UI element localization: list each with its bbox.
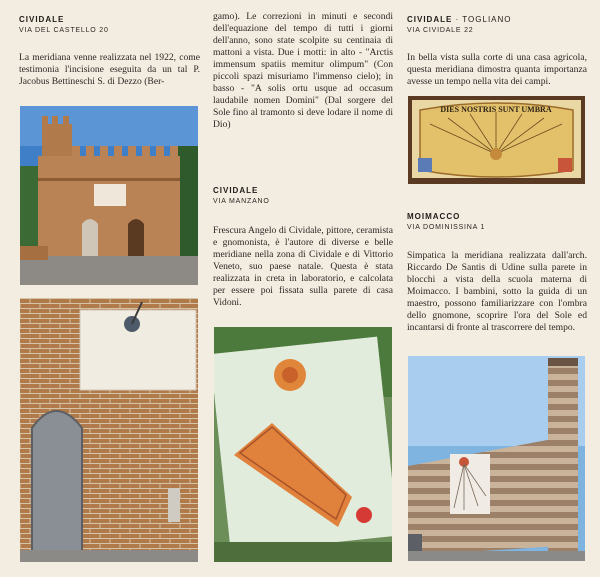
location-title: CIVIDALE — [19, 15, 65, 24]
photo-school-sundial — [408, 356, 585, 561]
photo-castle-tower — [20, 106, 198, 285]
location-address: VIA MANZANO — [213, 198, 270, 205]
description-paragraph: In bella vista sulla corte di una casa agricola, questa meridiana dimostra quanta importanza avesse un tempo nella vita dei campi. — [407, 52, 587, 87]
location-title: CIVIDALE · TOGLIANO — [407, 15, 512, 24]
photo-brick-wall-plaque — [20, 298, 198, 562]
photo-ceramic-sundial — [214, 327, 392, 562]
location-title: CIVIDALE — [213, 186, 259, 195]
description-paragraph: La meridiana venne realizzata nel 1922, come testimonia l'incisione eseguita da un tal P. Jacobus Bettineschi S. di Dezzo (Ber- — [19, 52, 200, 87]
description-paragraph: Frescura Angelo di Cividale, pittore, ceramista e gnomonista, è l'autore di diverse e belle meridiane nella zona di Cividale e di Vittorio Veneto, suo paese natale. Questa è stata realizzata in creta in laboratorio, e calcolata per essere poi fissata sulla parete di casa Vidoni. — [213, 225, 393, 308]
photo-painted-sundial — [408, 96, 585, 184]
location-address: VIA CIVIDALE 22 — [407, 27, 474, 34]
location-address: VIA DEL CASTELLO 20 — [19, 27, 109, 34]
location-title: MOIMACCO — [407, 212, 461, 221]
continued-paragraph: gamo). Le correzioni in minuti e secondi dell'equazione del tempo di tutti i giorni dell'anno, sono state scolpite su centinaia di mattoni a vista. Due i motti: in alto - "Arctis immensum spatiis memitur olimpum" (Con piccoli spazi misuriamo l'immenso cielo); in basso - "A solis ortu usque ad occasum laudabile nomen Domini" (Dal sorgere del Sole fino al tramonto si deve lodare il nome di Dio) — [213, 11, 393, 130]
sundial-motto: DIES NOSTRIS SUNT UMBRA — [440, 105, 552, 114]
location-address: VIA DOMINISSINA 1 — [407, 224, 486, 231]
description-paragraph: Simpatica la meridiana realizzata dall'arch. Riccardo De Santis di Udine sulla parete in blocchi a vista della scuola materna di Moimacco. I bambini, sotto la guida di un maestro, possono familiarizzare con l'ombra dello gnomone, scoprire l'ora del Sole ed incantarsi di fronte al trascorrere del tempo. — [407, 250, 587, 333]
